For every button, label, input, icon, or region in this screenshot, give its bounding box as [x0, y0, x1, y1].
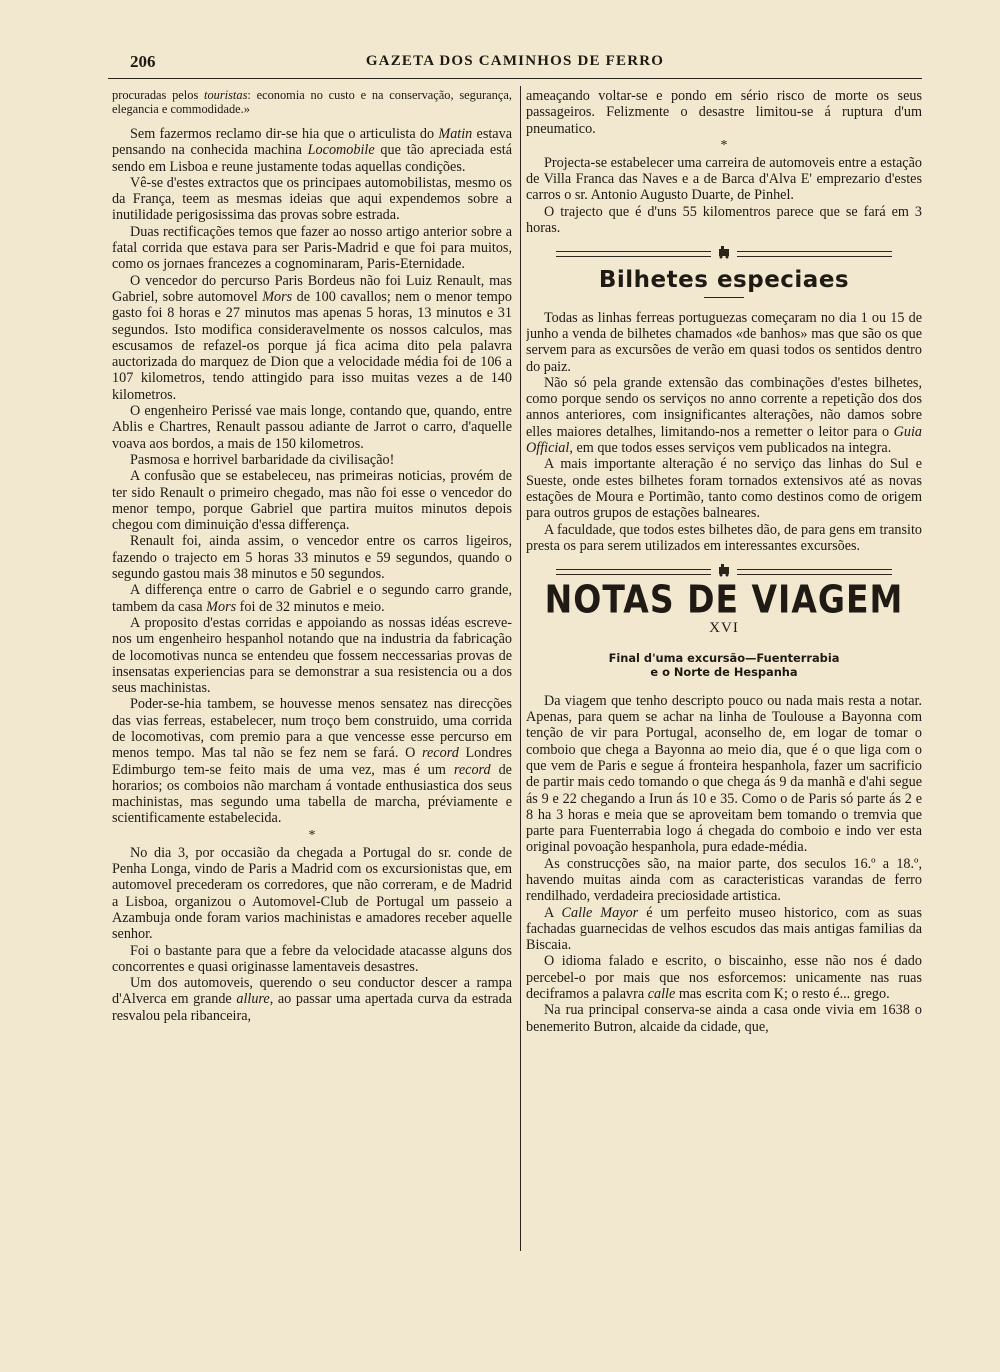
- paragraph: Um dos automoveis, querendo o seu conductor descer a rampa d'Alverca em grande allure, ao passar uma apertada curva da estrada resvalou pela ribanceira,: [112, 975, 512, 1024]
- paragraph: As construcções são, na maior parte, dos seculos 16.º a 18.º, havendo muitas ainda com as caracteristicas varandas de ferro rendilhado, verdadeira preciosidade artistica.: [526, 855, 922, 905]
- chapter-number: XVI: [709, 620, 739, 637]
- paragraph: A Calle Mayor é um perfeito museo historico, com as suas fachadas guarnecidas de velhos escudos das mais antigas familias da Biscaia.: [526, 904, 922, 954]
- paragraph: Não só pela grande extensão das combinações d'estes bilhetes, como porque sendo os serviços no anno corrente a repetição dos dos annos anteriores, com insignificantes alterações, não damos sobre elles maiores detalhes, limitando-nos a remetter o leitor para o Guia Official, em que todos esses serviços vem publicados na integra.: [526, 374, 922, 457]
- running-title: GAZETA DOS CAMINHOS DE FERRO: [365, 53, 665, 69]
- paragraph: No dia 3, por occasião da chegada a Portugal do sr. conde de Penha Longa, vindo de Paris a Madrid com os excursionistas que, em automovel precederam os corredores, que não correram, e de Madrid a Lisboa, organizou o Automovel-Club de Portugal um passeio a Azambuja onde foram varios machinistas e amadores receber aquelle senhor.: [112, 844, 512, 943]
- paragraph: Da viagem que tenho descripto pouco ou nada mais resta a notar. Apenas, para quem se achar na linha de Toulouse a Bayonna com tenção de vir para Portugal, aconselho de, em logar de tomar o comboio que chega a Bayonna ao meio dia, que é o que liga com o que vem de Paris e segue á fronteira hespanhola, fazer um sacrificio de partir mais cedo tomando o que chega ás 9 da manhã e d'ahi segue ás 9 e 22 chegando a Irun ás 10 e 35. Como o de Paris só parte ás 2 e 8 ha 3 horas e meia que se aproveitam bem tomando o tremvia que parte para Fuenterrabia logo á chegada do comboio e indo ver esta original povoação hespanhola, pura edade-média.: [526, 692, 922, 856]
- paragraph: O trajecto que é d'uns 55 kilomentros parece que se fará em 3 horas.: [526, 203, 922, 237]
- section-star: *: [720, 137, 728, 153]
- train-icon: [718, 245, 730, 259]
- paragraph: Renault foi, ainda assim, o vencedor entre os carros ligeiros, fazendo o trajecto em 5 horas 33 minutos e 59 segundos, quando o segundo gastou mais 38 minutos e 50 segundos.: [112, 533, 512, 583]
- page-number: 206: [130, 52, 156, 71]
- quote-tail: procuradas pelos touristas: economia no custo e na conservação, segurança, elegancia e commodidade.»: [112, 88, 512, 116]
- title-underline: [704, 297, 744, 298]
- chapter-subtitle: Final d'uma excursão—Fuenterrabia e o Norte de Hespanha: [608, 650, 840, 679]
- paragraph: O engenheiro Perissé vae mais longe, contando que, quando, entre Ablis e Chartres, Renault passou adiante de Jarrot o carro, d'aquelle voava aos bordos, a mais de 150 kilometros.: [112, 403, 512, 452]
- paragraph: O idioma falado e escrito, o biscainho, esse não nos é dado percebel-o por mais que nos esforcemos: unicamente nas ruas deciframos a palavra calle mas escrita com K; o resto é... grego.: [526, 953, 922, 1003]
- paragraph: A faculdade, que todos estes bilhetes dão, de para gens em transito presta os para serem utilizados em interessantes excursões.: [526, 521, 922, 554]
- page-header: [108, 48, 922, 79]
- text-columns: [108, 88, 922, 1332]
- column-divider: [520, 86, 521, 1251]
- paragraph: A mais importante alteração é no serviço das linhas do Sul e Sueste, onde estes bilhetes foram tornados extensivos até as novas estações de Moura e Portimão, tanto como destinos como de origem para outros grupos de estações balneares.: [526, 456, 922, 522]
- paragraph: Poder-se-hia tambem, se houvesse menos sensatez nas direcções das vias ferreas, estabelecer, num troço bem construido, uma corrida de locomotivas, com premio para a que vencesse esse percurso em menos tempo. Mas tal não se fez nem se fará. O record Londres Edimburgo tem-se feito mais de uma vez, mas é um record de horarios; os comboios não marcham á vontade enthusiastica dos seus machinistas, mas segundo uma tabella de marcha, préviamente e scientificamente estabelecida.: [112, 696, 512, 827]
- paragraph: Projecta-se estabelecer uma carreira de automoveis entre a estação de Villa Franca das Naves e a de Barca d'Alva E' emprezario d'estes carros o sr. Antonio Augusto Duarte, de Pinhel.: [526, 154, 922, 204]
- paragraph: A confusão que se estabeleceu, nas primeiras noticias, provém de ter sido Renault o primeiro chegado, mas não foi esse o vencedor do menor tempo, porque Gabriel que partira muitos minutos depois chegou com diminuição d'essa differença.: [112, 468, 512, 534]
- paragraph: Duas rectificações temos que fazer ao nosso artigo anterior sobre a fatal corrida que estava para ser Paris-Madrid e que foi para muitos, como os jornaes francezes a cognominaram, Paris-Eternidade.: [112, 223, 512, 273]
- train-icon: [718, 563, 730, 577]
- ornament-rule: [526, 244, 922, 262]
- section-title-notas: NOTAS DE VIAGEM: [544, 577, 904, 622]
- section-star: *: [308, 827, 316, 843]
- paragraph: Vê-se d'estes extractos que os principaes automobilistas, mesmo os da França, teem as mesmas ideias que aqui expendemos sobre a inutilidade perigosissima das provas sobre estrada.: [112, 174, 512, 224]
- right-column: [526, 88, 922, 1332]
- paragraph: A proposito d'estas corridas e appoiando as nossas idéas escreve-nos um engenheiro hespanhol notando que na industria da fabricação de locomotivas nunca se entendeu que fossem neccessarias provas de insensatas experiencias para se demonstrar a sua resistencia ou a dos seus machinistas.: [112, 614, 512, 697]
- paragraph: Na rua principal conserva-se ainda a casa onde vivia em 1638 o benemerito Butron, alcaide da cidade, que,: [526, 1002, 922, 1035]
- paragraph: A differença entre o carro de Gabriel e o segundo carro grande, tambem da casa Mors foi de 32 minutos e meio.: [112, 582, 512, 615]
- paragraph: Todas as linhas ferreas portuguezas começaram no dia 1 ou 15 de junho a venda de bilhetes chamados «de banhos» mas que são os que servem para as excursões de verão em quasi todos os sentidos dentro do paiz.: [526, 309, 922, 375]
- left-column: [112, 88, 512, 1332]
- paragraph: O vencedor do percurso Paris Bordeus não foi Luiz Renault, mas Gabriel, sobre automovel Mors de 100 cavallos; nem o menor tempo gasto foi 8 horas e 27 minutos mas apenas 5 horas, 13 minutos e 31 segundos. Isto modifica consideravelmente os nossos calculos, mas escusamos de refazel-os porque já fica acima dito pela palavra auctorizada do marquez de Dion que a velocidade média foi de 106 a 107 kilometros, tendo attingido para isso muitas vezes a de 140 kilometros.: [112, 272, 512, 403]
- paragraph: Pasmosa e horrivel barbaridade da civilisação!: [130, 451, 395, 468]
- section-title-bilhetes: Bilhetes especiaes: [598, 267, 850, 294]
- paragraph: Sem fazermos reclamo dir-se hia que o articulista do Matin estava pensando na conhecida machina Locomobile que tão apreciada está sendo em Lisboa e reune justamente todas aquellas condições.: [112, 126, 512, 175]
- paragraph: Foi o bastante para que a febre da velocidade atacasse alguns dos concorrentes e quasi originasse lamentaveis desastres.: [112, 942, 512, 975]
- paragraph: ameaçando voltar-se e pondo em sério risco de morte os seus passageiros. Felizmente o desastre limitou-se á ruptura d'um pneumatico.: [526, 88, 922, 137]
